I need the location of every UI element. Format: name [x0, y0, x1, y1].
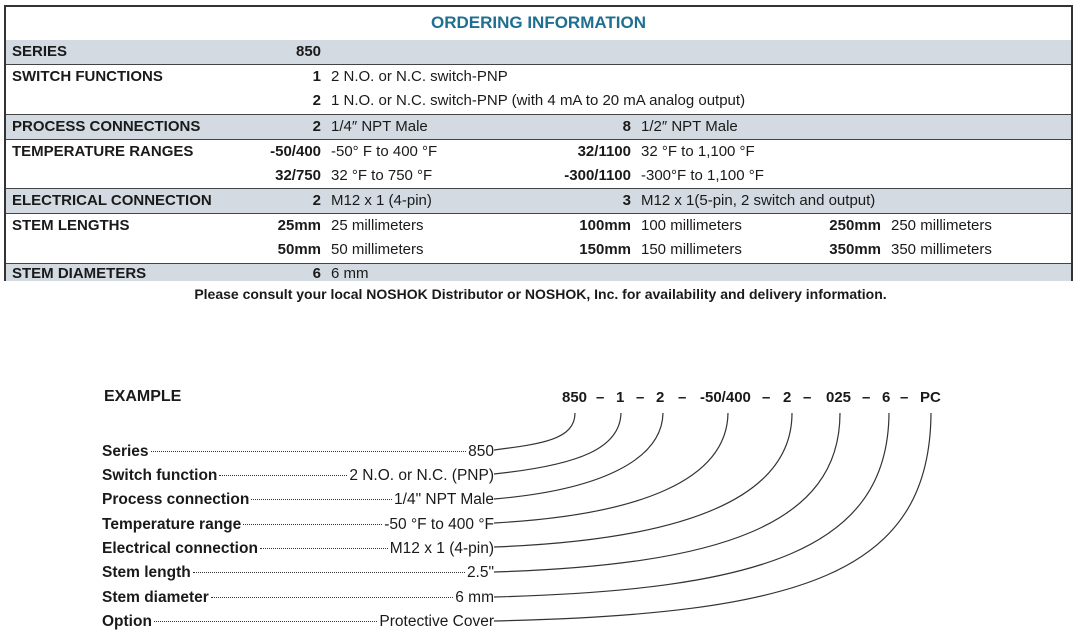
example-value: 1/4" NPT Male [394, 491, 494, 508]
process-desc-1: 1/4″ NPT Male [331, 118, 428, 135]
temp-desc-2: 32 °F to 1,100 °F [641, 143, 755, 160]
stem-length-code-4: 50mm [277, 241, 321, 258]
example-code-temperature: -50/400 [700, 389, 751, 406]
example-key: Temperature range [102, 516, 242, 533]
electrical-code-1: 2 [312, 192, 321, 209]
stem-length-code-1: 25mm [277, 217, 321, 234]
connector-switch [494, 413, 621, 474]
temp-code-2: 32/1100 [577, 143, 631, 160]
series-label: SERIES [12, 43, 68, 60]
example-dash: – [900, 389, 909, 406]
electrical-code-2: 3 [622, 192, 631, 209]
example-row-switch [102, 467, 494, 489]
availability-note: Please consult your local NOSHOK Distributor or NOSHOK, Inc. for availability and delivery information. [194, 286, 887, 302]
temperature-ranges-label: TEMPERATURE RANGES [12, 143, 194, 160]
stem-diameter-code-1: 6 [312, 265, 321, 282]
switch-code-2: 2 [312, 92, 321, 109]
switch-desc-1: 2 N.O. or N.C. switch-PNP [331, 68, 508, 85]
temp-desc-3: 32 °F to 750 °F [331, 167, 433, 184]
process-code-1: 2 [312, 118, 321, 135]
example-value: 2.5" [466, 564, 494, 581]
connector-series [494, 413, 575, 450]
example-dash: – [636, 389, 645, 406]
switch-desc-2: 1 N.O. or N.C. switch-PNP (with 4 mA to 20 mA analog output) [331, 92, 746, 109]
example-key: Series [102, 443, 149, 460]
example-row-series [102, 443, 494, 465]
example-code-option: PC [920, 389, 941, 406]
example-value: 6 mm [455, 589, 494, 606]
example-value: -50 °F to 400 °F [384, 516, 494, 533]
example-key: Stem diameter [102, 589, 209, 606]
example-value: Protective Cover [379, 613, 494, 630]
example-row-process [102, 491, 494, 513]
stem-length-code-5: 150mm [579, 241, 631, 258]
example-row-stem-diameter [102, 589, 494, 611]
temp-desc-1: -50° F to 400 °F [331, 143, 438, 160]
example-code-electrical: 2 [783, 389, 792, 406]
example-row-electrical [102, 540, 494, 562]
connector-temperature [494, 413, 728, 523]
example-dash: – [678, 389, 687, 406]
stem-diameter-desc-1: 6 mm [331, 265, 369, 282]
switch-code-1: 1 [312, 68, 321, 85]
stem-length-desc-1: 25 millimeters [331, 217, 424, 234]
example-key: Electrical connection [102, 540, 258, 557]
stem-length-desc-3: 250 millimeters [891, 217, 992, 234]
process-desc-2: 1/2″ NPT Male [641, 118, 738, 135]
temp-desc-4: -300°F to 1,100 °F [641, 167, 764, 184]
stem-length-code-2: 100mm [579, 217, 631, 234]
example-key: Option [102, 613, 152, 630]
example-dash: – [862, 389, 871, 406]
stem-length-desc-2: 100 millimeters [641, 217, 742, 234]
electrical-connection-label: ELECTRICAL CONNECTION [12, 192, 212, 209]
stem-lengths-label: STEM LENGTHS [12, 217, 130, 234]
example-dash: – [596, 389, 605, 406]
example-code-process: 2 [656, 389, 665, 406]
example-heading: EXAMPLE [104, 388, 182, 405]
temp-code-4: -300/1100 [564, 167, 631, 184]
example-code-stem-diameter: 6 [882, 389, 891, 406]
example-value: 2 N.O. or N.C. (PNP) [349, 467, 494, 484]
stem-diameters-label: STEM DIAMETERS [12, 265, 147, 282]
table-title: ORDERING INFORMATION [6, 7, 1071, 41]
electrical-desc-1: M12 x 1 (4-pin) [331, 192, 432, 209]
connector-process [494, 413, 663, 499]
temp-code-3: 32/750 [275, 167, 321, 184]
example-row-option [102, 613, 494, 635]
process-connections-label: PROCESS CONNECTIONS [12, 118, 201, 135]
example-code-series: 850 [562, 389, 588, 406]
example-value: 850 [468, 443, 494, 460]
temp-code-1: -50/400 [270, 143, 321, 160]
example-key: Stem length [102, 564, 191, 581]
example-code-switch: 1 [616, 389, 625, 406]
example-key: Switch function [102, 467, 218, 484]
connector-electrical [494, 413, 792, 547]
series-value: 850 [296, 43, 322, 60]
stem-length-desc-6: 350 millimeters [891, 241, 992, 258]
example-dash: – [762, 389, 771, 406]
example-code-stem-length: 025 [826, 389, 852, 406]
stem-length-code-6: 350mm [829, 241, 881, 258]
example-key: Process connection [102, 491, 250, 508]
example-value: M12 x 1 (4-pin) [389, 540, 494, 557]
switch-functions-label: SWITCH FUNCTIONS [12, 68, 163, 85]
stem-length-desc-4: 50 millimeters [331, 241, 424, 258]
stem-length-code-3: 250mm [829, 217, 881, 234]
example-row-temperature [102, 516, 494, 538]
example-row-stem-length [102, 564, 494, 586]
electrical-desc-2: M12 x 1(5-pin, 2 switch and output) [641, 192, 876, 209]
process-code-2: 8 [622, 118, 631, 135]
stem-length-desc-5: 150 millimeters [641, 241, 742, 258]
example-dash: – [803, 389, 812, 406]
